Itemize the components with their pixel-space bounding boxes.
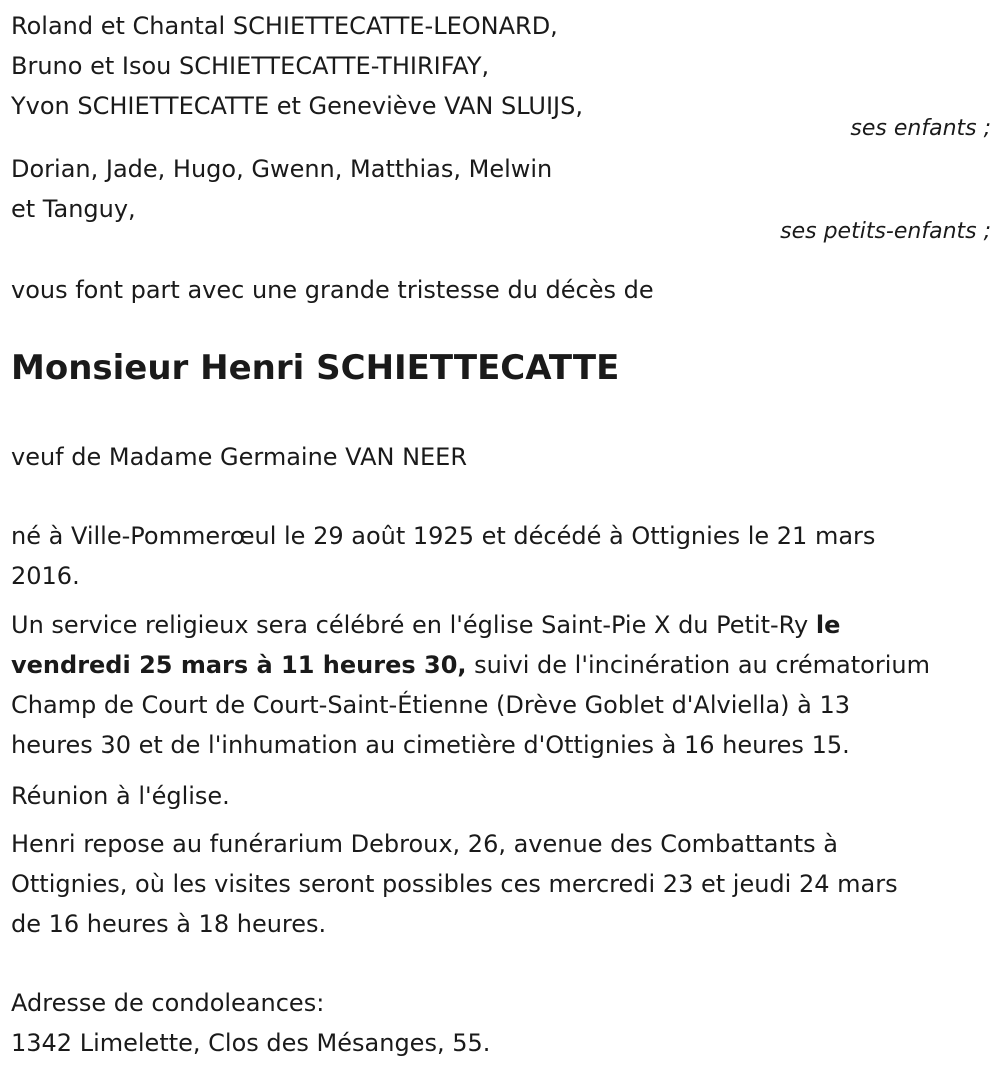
- widow-of: veuf de Madame Germaine VAN NEER: [11, 443, 468, 471]
- children-list: [11, 6, 991, 126]
- condolences-label: Adresse de condoleances:: [11, 989, 325, 1017]
- visit-line: Henri repose au funérarium Debroux, 26, avenue des Combattants à: [11, 830, 838, 858]
- child-line: Bruno et Isou SCHIETTECATTE-THIRIFAY,: [11, 52, 490, 80]
- service-text: suivi de l'incinération au crématorium: [466, 651, 930, 679]
- announcement: vous font part avec une grande tristesse du décès de: [11, 276, 654, 304]
- child-line: Yvon SCHIETTECATTE et Geneviève VAN SLUIJS,: [11, 92, 583, 120]
- grandchildren-line: et Tanguy,: [11, 195, 136, 223]
- reunion-info: Réunion à l'église.: [11, 782, 230, 810]
- service-line: [11, 605, 991, 645]
- service-line: [11, 645, 991, 685]
- visit-line: Ottignies, où les visites seront possibles ces mercredi 23 et jeudi 24 mars: [11, 870, 898, 898]
- condolences-address: [11, 983, 991, 1063]
- deceased-name: Monsieur Henri SCHIETTECATTE: [11, 348, 620, 388]
- service-line: Champ de Court de Court-Saint-Étienne (Drève Goblet d'Alviella) à 13: [11, 691, 851, 719]
- birth-death-line: né à Ville-Pommerœul le 29 août 1925 et décédé à Ottignies le 21 mars: [11, 522, 876, 550]
- birth-death-info: [11, 516, 991, 596]
- service-info: [11, 605, 991, 765]
- grandchildren-list: [11, 149, 991, 229]
- condolences-address-line: 1342 Limelette, Clos des Mésanges, 55.: [11, 1029, 491, 1057]
- visit-info: [11, 824, 991, 944]
- service-line: heures 30 et de l'inhumation au cimetière d'Ottignies à 16 heures 15.: [11, 731, 850, 759]
- service-emphasis: le: [815, 611, 841, 639]
- grandchildren-role: ses petits-enfants ;: [780, 219, 991, 244]
- child-line: Roland et Chantal SCHIETTECATTE-LEONARD,: [11, 12, 558, 40]
- service-text: Un service religieux sera célébré en l'église Saint-Pie X du Petit-Ry: [11, 611, 816, 639]
- visit-line: de 16 heures à 18 heures.: [11, 910, 327, 938]
- grandchildren-line: Dorian, Jade, Hugo, Gwenn, Matthias, Melwin: [11, 155, 553, 183]
- service-date: vendredi 25 mars à 11 heures 30,: [11, 651, 467, 679]
- birth-death-line: 2016.: [11, 562, 80, 590]
- children-role: ses enfants ;: [850, 116, 991, 141]
